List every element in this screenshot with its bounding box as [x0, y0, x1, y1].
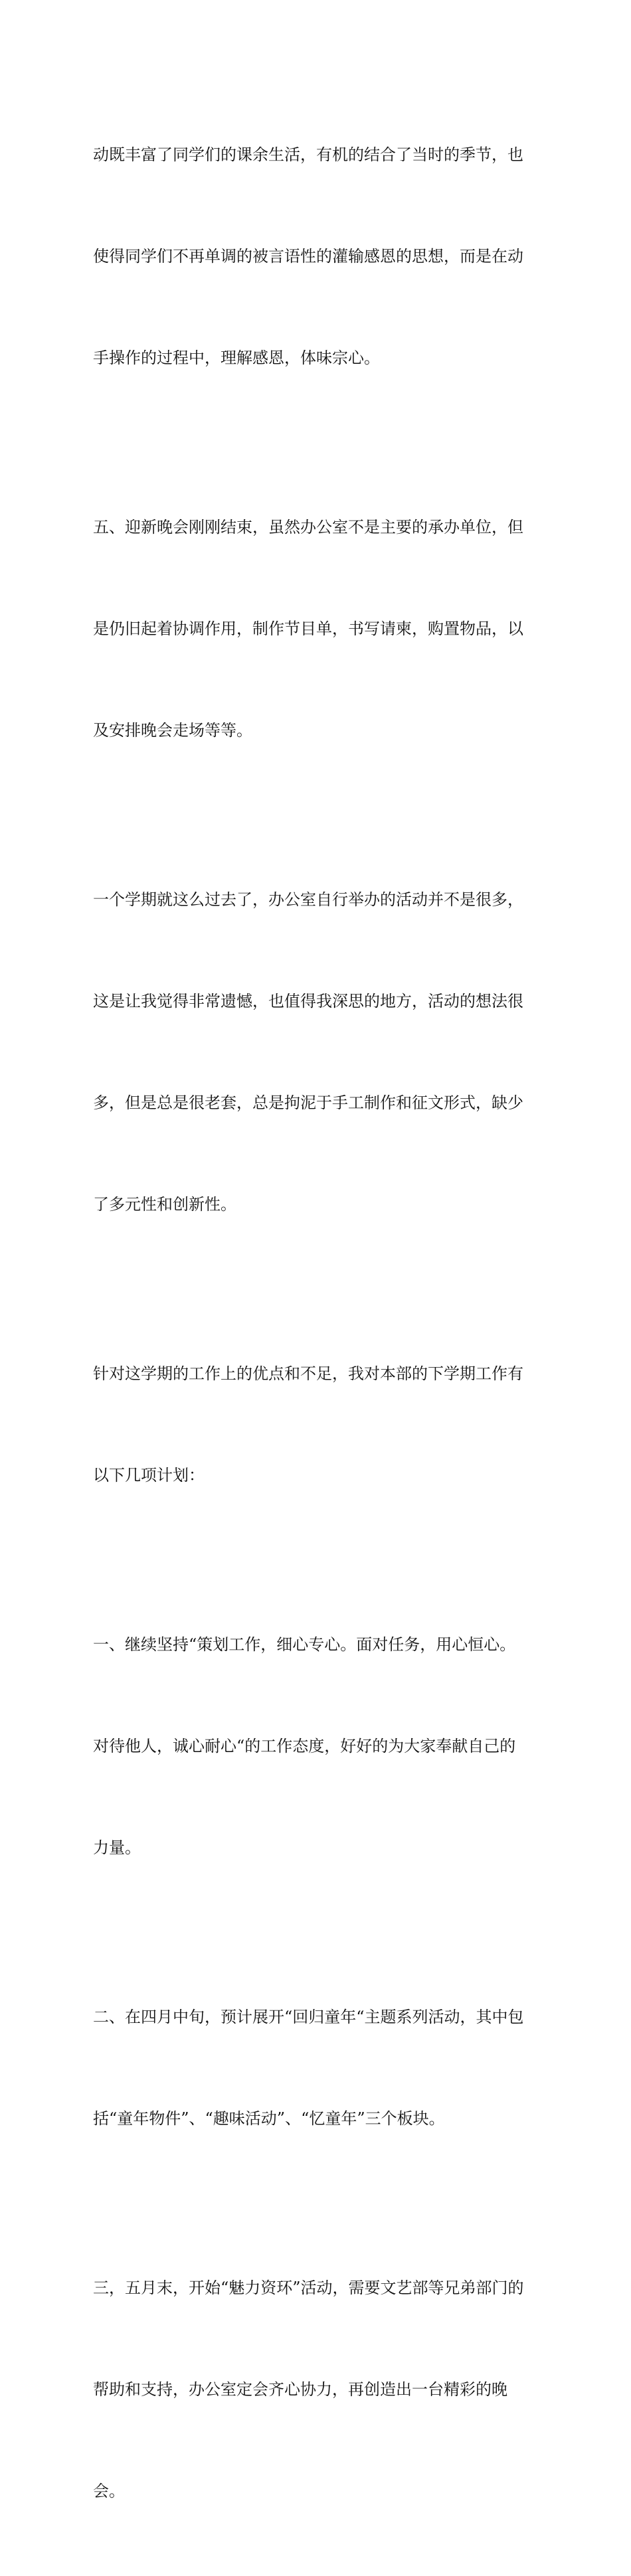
text-line: 一个学期就这么过去了，办公室自行举办的活动并不是很多， — [93, 890, 523, 909]
text-line: 五、迎新晚会刚刚结束，虽然办公室不是主要的承办单位，但 — [93, 518, 523, 536]
text-line: 括“童年物件”、“趣味活动”、“忆童年”三个板块。 — [93, 2109, 445, 2128]
document-body — [93, 70, 545, 2576]
text-line: 这是让我觉得非常遗憾，也值得我深思的地方，活动的想法很 — [93, 992, 523, 1010]
text-line: 对待他人，诚心耐心“的工作态度，好好的为大家奉献自己的 — [93, 1737, 516, 1755]
text-line: 力量。 — [93, 1838, 141, 1857]
text-line: 了多元性和创新性。 — [93, 1195, 236, 1214]
paragraph-plan-intro — [93, 1289, 545, 1560]
text-line: 会。 — [93, 2482, 125, 2500]
text-line: 是仍旧起着协调作用，制作节目单，书写请柬，购置物品，以 — [93, 619, 523, 638]
text-line: 使得同学们不再单调的被言语性的灌输感恩的思想，而是在动 — [93, 247, 523, 266]
text-line: 帮助和支持，办公室定会齐心协力，再创造出一台精彩的晚 — [93, 2380, 507, 2399]
text-line: 以下几项计划： — [93, 1466, 205, 1485]
text-line: 多，但是总是很老套，总是拘泥于手工制作和征文形式，缺少 — [93, 1093, 523, 1112]
text-line: 二、在四月中旬，预计展开“回归童年“主题系列活动，其中包 — [93, 2008, 524, 2026]
paragraph-activity-summary — [93, 70, 545, 443]
text-line: 手操作的过程中，理解感恩，体味宗心。 — [93, 349, 380, 367]
paragraph-plan-two — [93, 1933, 545, 2204]
paragraph-item-five — [93, 443, 545, 815]
text-line: 动既丰富了同学们的课余生活，有机的结合了当时的季节，也 — [93, 145, 523, 164]
text-line: 及安排晚会走场等等。 — [93, 721, 252, 740]
paragraph-plan-one — [93, 1560, 545, 1933]
text-line: 一、继续坚持“策划工作，细心专心。面对任务，用心恒心。 — [93, 1635, 516, 1654]
text-line: 针对这学期的工作上的优点和不足，我对本部的下学期工作有 — [93, 1364, 523, 1383]
text-line: 三，五月末，开始“魅力资环”活动，需要文艺部等兄弟部门的 — [93, 2279, 524, 2297]
paragraph-semester-reflection — [93, 815, 545, 1289]
paragraph-plan-three — [93, 2204, 545, 2576]
